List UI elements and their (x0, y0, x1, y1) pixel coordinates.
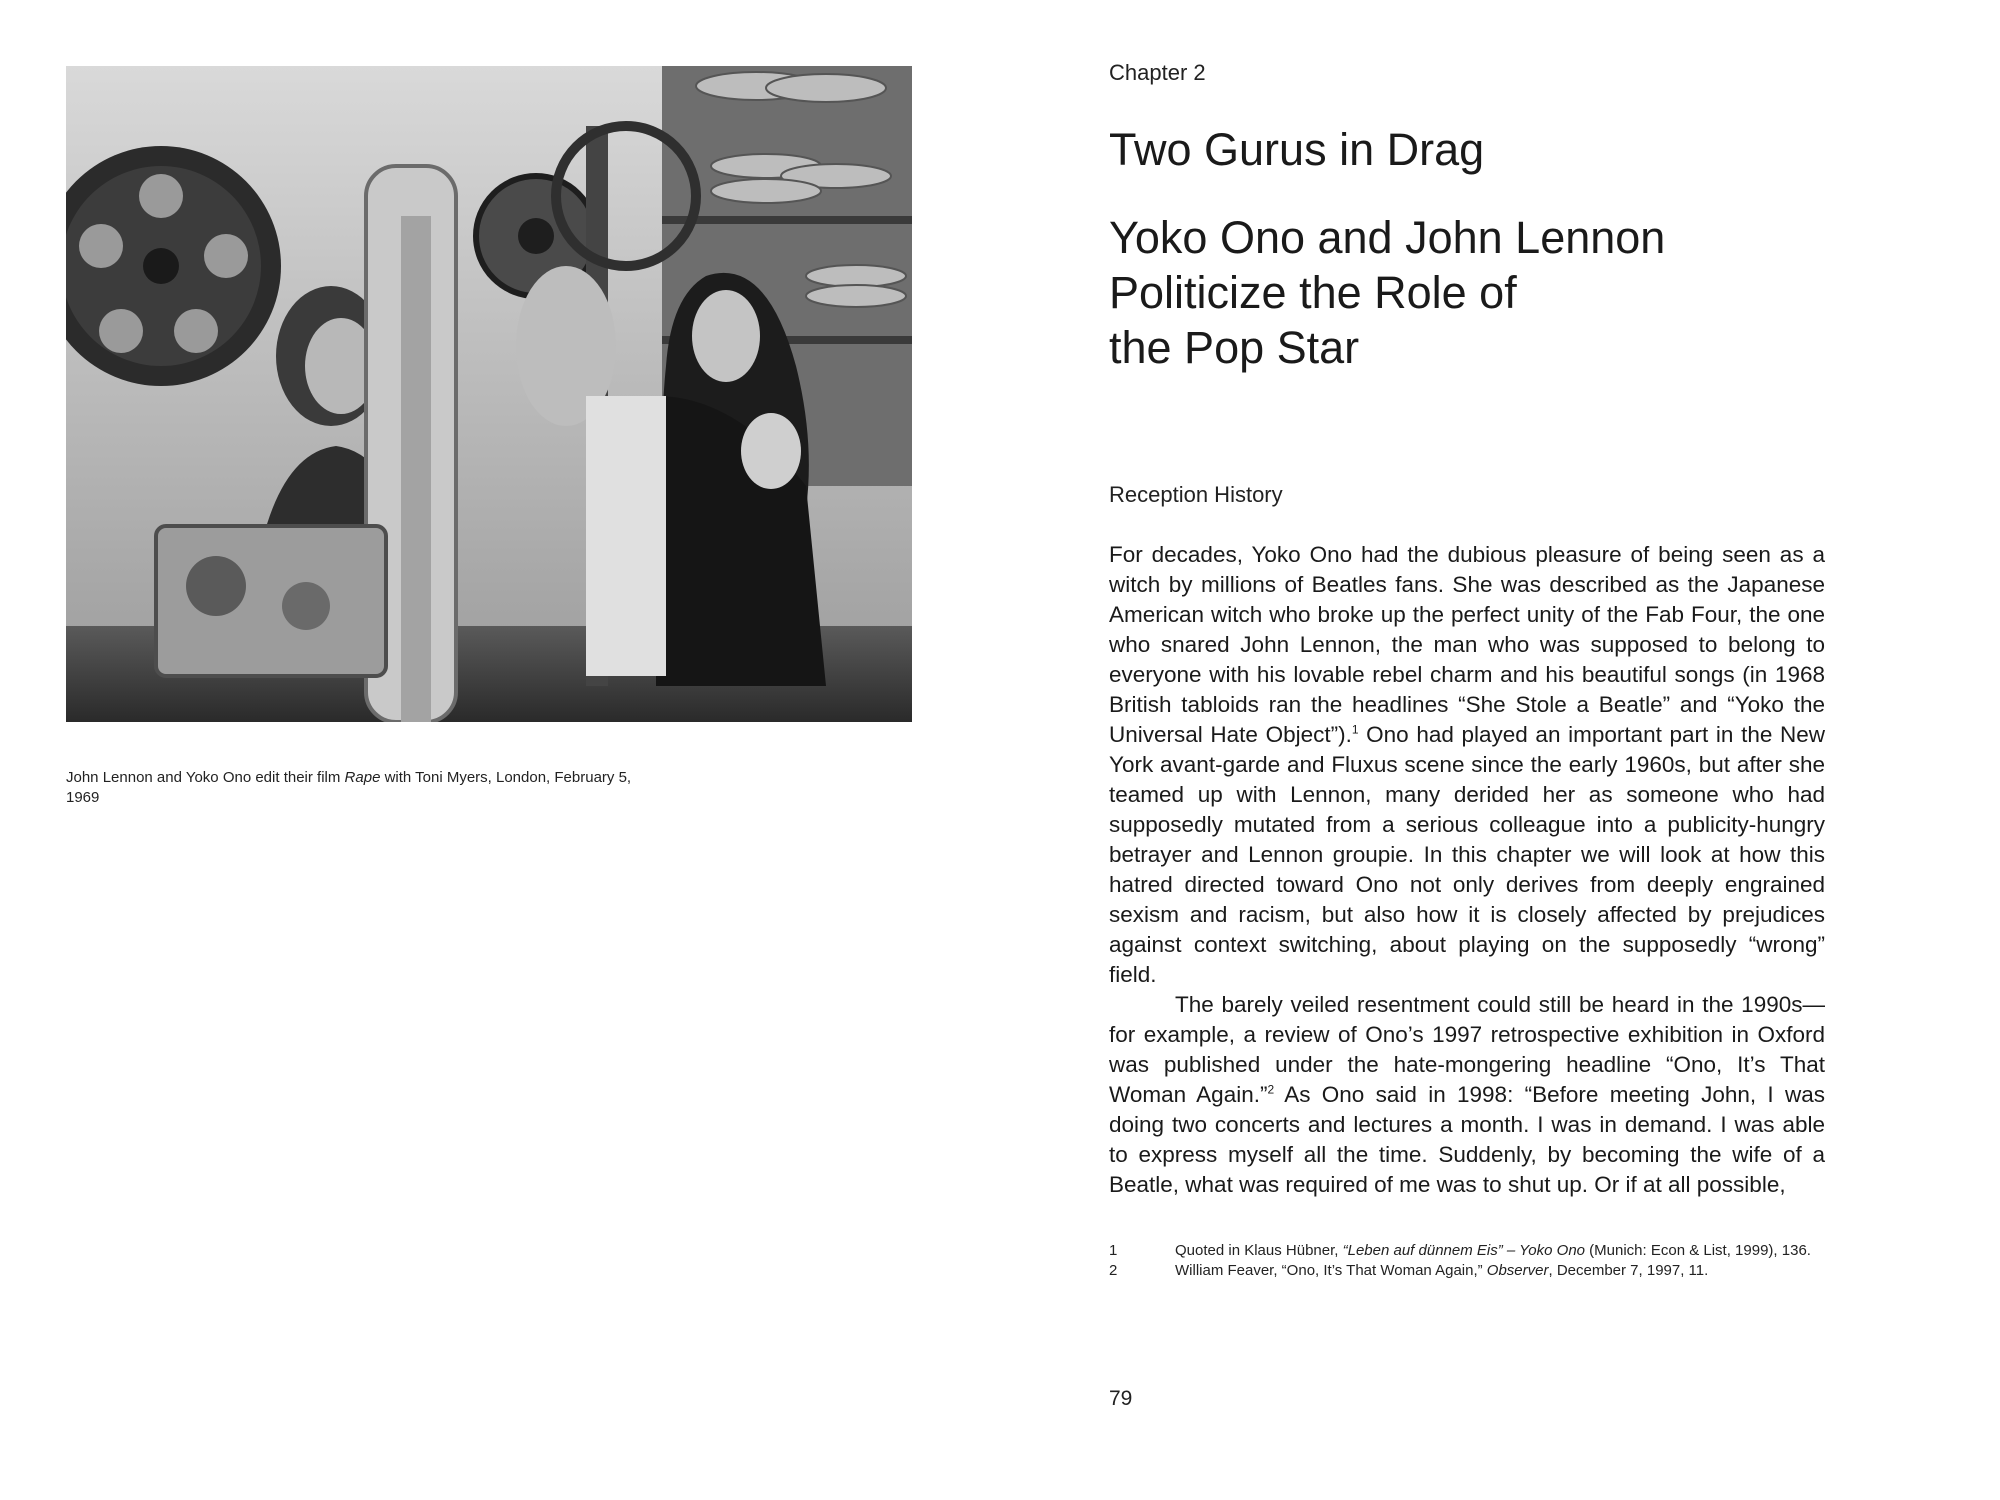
subtitle-line: the Pop Star (1109, 322, 1360, 373)
subtitle-line: Yoko Ono and John Lennon (1109, 212, 1666, 263)
photograph (66, 66, 912, 722)
footnote-text: William Feaver, “Ono, It’s That Woman Again,” (1175, 1262, 1487, 1279)
page-number: 79 (1109, 1387, 1133, 1410)
footnote-ref[interactable]: 2 (1267, 1082, 1275, 1097)
photograph-illustration (66, 66, 912, 722)
footnote-number: 2 (1109, 1262, 1118, 1279)
caption-film-title: Rape (344, 769, 381, 786)
footnote-italic: Observer (1486, 1262, 1549, 1279)
photo-caption (66, 768, 666, 808)
chapter-label: Chapter 2 (1109, 60, 1206, 85)
footnote-italic: “Leben auf dünnem Eis” – Yoko Ono (1342, 1242, 1585, 1259)
subtitle-line: Politicize the Role of (1109, 267, 1517, 318)
section-heading: Reception History (1109, 482, 1283, 507)
footnotes (1109, 1241, 1825, 1281)
chapter-title: Two Gurus in Drag (1109, 124, 1485, 175)
footnote-ref[interactable]: 1 (1351, 722, 1359, 737)
paragraph-text: As Ono said in 1998: “Before meeting John, I was doing two concerts and lectures a month. I was in demand. I was able to express myself all the time. Suddenly, by becoming the wife of a Beatle, what was required of me was to shut up. Or if at all possible, (1109, 1082, 1825, 1197)
body-paragraph (1109, 990, 1825, 1200)
caption-text: John Lennon and Yoko Ono edit their film (66, 769, 345, 786)
paragraph-text: Ono had played an important part in the New York avant-garde and Fluxus scene since the early 1960s, but after she teamed up with Lennon, many derided her as someone who had supposedly mutated from a serious colleague into a publicity-hungry betrayer and Lennon groupie. In this chapter we will look at how this hatred directed toward Ono not only derives from deeply engrained sexism and racism, but also how it is closely affected by prejudices against context switching, about playing on the supposedly “wrong” field. (1109, 722, 1825, 987)
caption-text-end: with Toni Myers, London, February 5, 1969 (66, 769, 632, 806)
footnote-text-end: (Munich: Econ & List, 1999), 136. (1585, 1242, 1811, 1259)
footnote-text: Quoted in Klaus Hübner, (1175, 1242, 1343, 1259)
body-text (1109, 540, 1825, 1200)
paragraph-text: The barely veiled resentment could still be heard in the 1990s—for example, a review of Ono’s 1997 retrospective exhibition in Oxford was published under the hate-mongering headline “Ono, It’s That Woman Again.” (1109, 992, 1825, 1107)
paragraph-text: For decades, Yoko Ono had the dubious pleasure of being seen as a witch by millions of Beatles fans. She was described as the Japanese American witch who broke up the perfect unity of the Fab Four, the one who snared John Lennon, the man who was supposed to belong to everyone with his lovable rebel charm and his beautiful songs (in 1968 British tabloids ran the headlines “She Stole a Beatle” and “Yoko the Universal Hate Object”). (1109, 542, 1825, 747)
footnote-number: 1 (1109, 1242, 1118, 1259)
footnote (1109, 1241, 1825, 1261)
footnote-text-end: , December 7, 1997, 11. (1548, 1262, 1709, 1279)
footnote (1109, 1261, 1825, 1281)
body-paragraph (1109, 540, 1825, 990)
chapter-subtitle (1109, 210, 1825, 375)
